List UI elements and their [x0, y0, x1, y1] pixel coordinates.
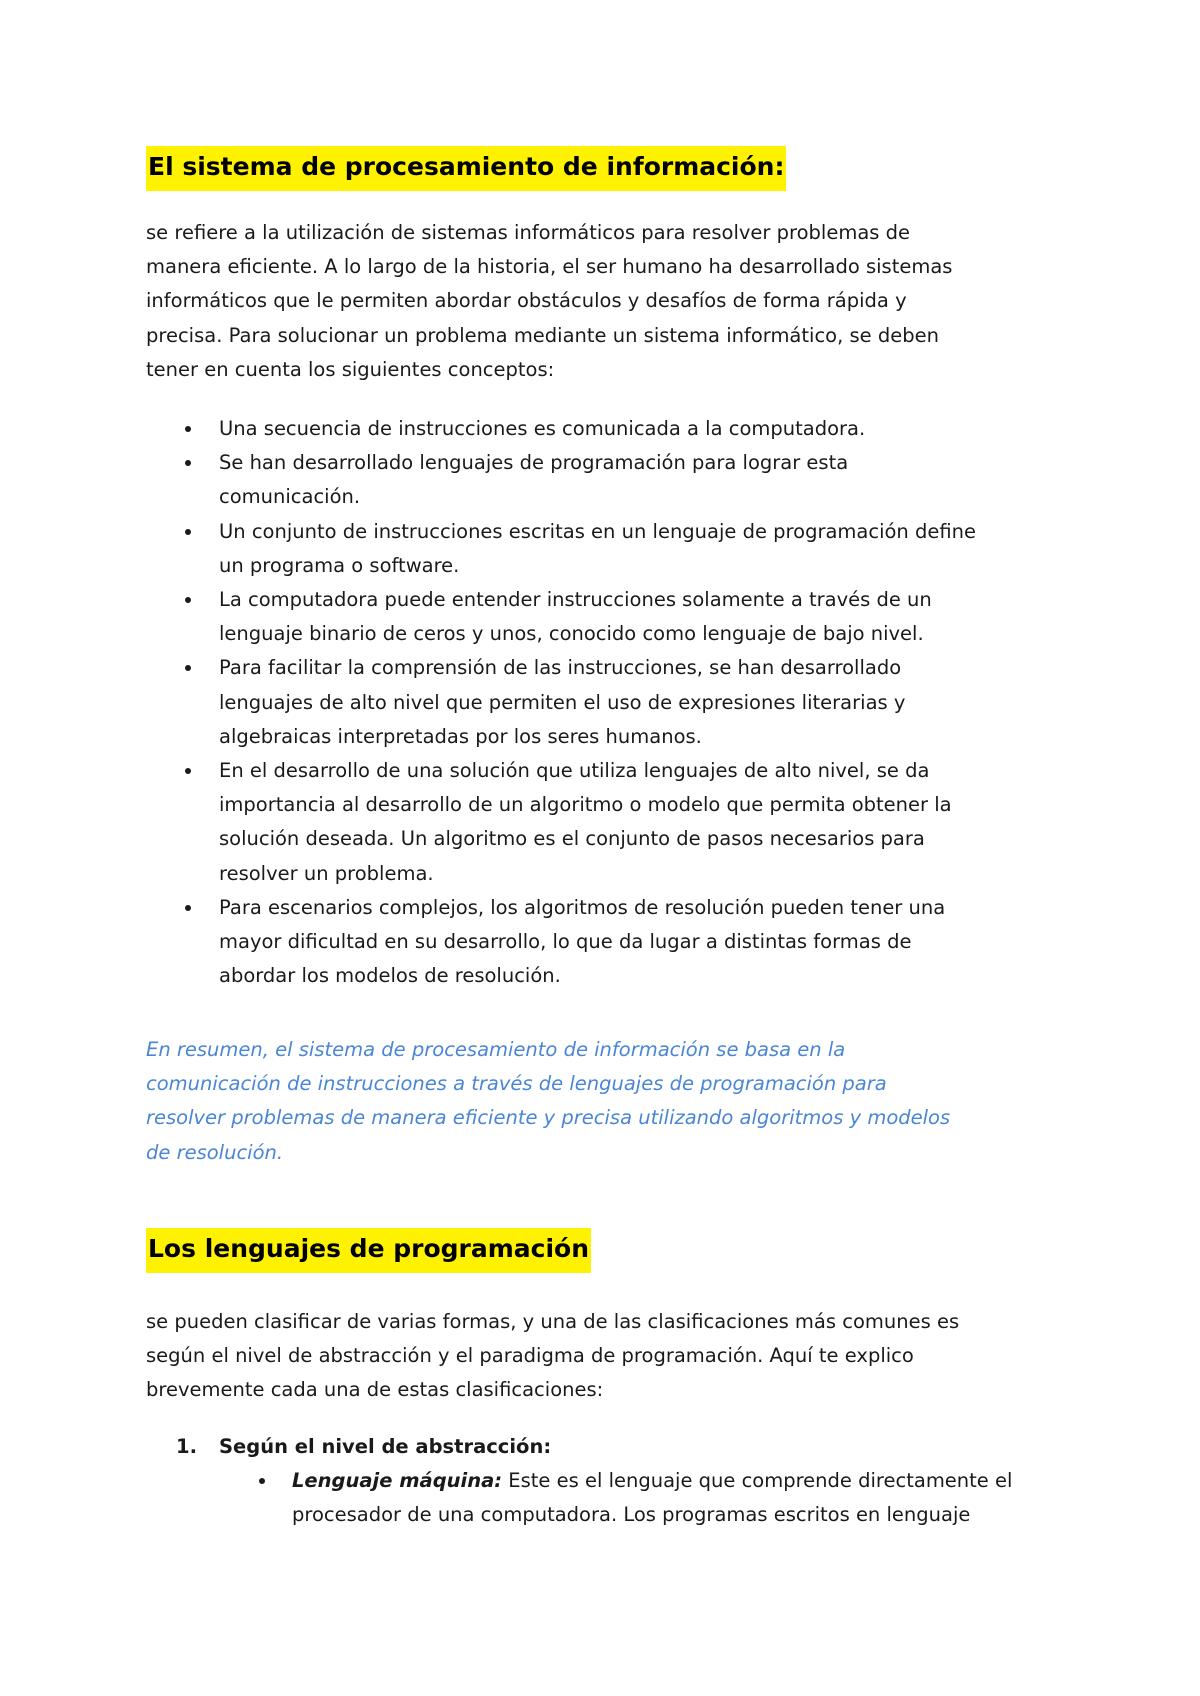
bullet-item: Para facilitar la comprensión de las instrucciones, se han desarrollado lenguajes de alto nivel que permiten el uso de expresiones literarias y algebraicas interpretadas por los seres humanos.	[146, 651, 1066, 754]
section-heading-lenguajes	[146, 1228, 591, 1270]
bullet-item: Para escenarios complejos, los algoritmos de resolución pueden tener una mayor dificultad en su desarrollo, lo que da lugar a distintas formas de abordar los modelos de resolución.	[146, 891, 1066, 994]
heading-highlight: El sistema de procesamiento de información:	[146, 146, 786, 191]
concepts-bullet-list	[146, 412, 1066, 993]
list-number: 1.	[176, 1435, 197, 1458]
summary-paragraph: En resumen, el sistema de procesamiento de información se basa en la comunicación de instrucciones a través de lenguajes de programación para resolver problemas de manera eficiente y precisa utilizando algoritmos y modelos de resolución.	[146, 1038, 951, 1164]
bullet-item: Se han desarrollado lenguajes de programación para lograr esta comunicación.	[146, 446, 1066, 514]
bullet-dot-icon	[185, 460, 191, 466]
bullet-dot-icon	[185, 529, 191, 535]
heading-highlight: Los lenguajes de programación	[146, 1228, 591, 1273]
list-item-title: Según el nivel de abstracción:	[219, 1435, 552, 1458]
bullet-item: La computadora puede entender instrucciones solamente a través de un lenguaje binario de ceros y unos, conocido como lenguaje de bajo nivel.	[146, 583, 1066, 651]
bullet-dot-icon	[185, 768, 191, 774]
bullet-dot-icon	[185, 905, 191, 911]
sub-bullet-item: Lenguaje máquina: Este es el lenguaje que comprende directamente el procesador de una computadora. Los programas escritos en lenguaje	[292, 1464, 1072, 1532]
bullet-dot-icon	[185, 426, 191, 432]
section-heading-procesamiento	[146, 146, 786, 188]
section2-intro-paragraph: se pueden clasificar de varias formas, y una de las clasificaciones más comunes es según el nivel de abstracción y el paradigma de programación. Aquí te explico brevemente cada una de estas clasificaciones:	[146, 1310, 960, 1402]
section1-intro-paragraph: se refiere a la utilización de sistemas informáticos para resolver problemas de manera eficiente. A lo largo de la historia, el ser humano ha desarrollado sistemas informáticos que le permiten abordar obstáculos y desafíos de forma rápida y precisa. Para solucionar un problema mediante un sistema informático, se deben tener en cuenta los siguientes conceptos:	[146, 221, 953, 381]
bullet-item: En el desarrollo de una solución que utiliza lenguajes de alto nivel, se da importancia al desarrollo de un algoritmo o modelo que permita obtener la solución deseada. Un algoritmo es el conjunto de pasos necesarios para resolver un problema.	[146, 754, 1066, 891]
bullet-dot-icon	[185, 597, 191, 603]
bullet-dot-icon	[185, 665, 191, 671]
bullet-item: Una secuencia de instrucciones es comunicada a la computadora.	[146, 412, 1066, 446]
bullet-item: Un conjunto de instrucciones escritas en un lenguaje de programación define un programa o software.	[146, 515, 1066, 583]
bullet-dot-icon	[259, 1478, 265, 1484]
sub-item-term: Lenguaje máquina:	[292, 1469, 503, 1492]
